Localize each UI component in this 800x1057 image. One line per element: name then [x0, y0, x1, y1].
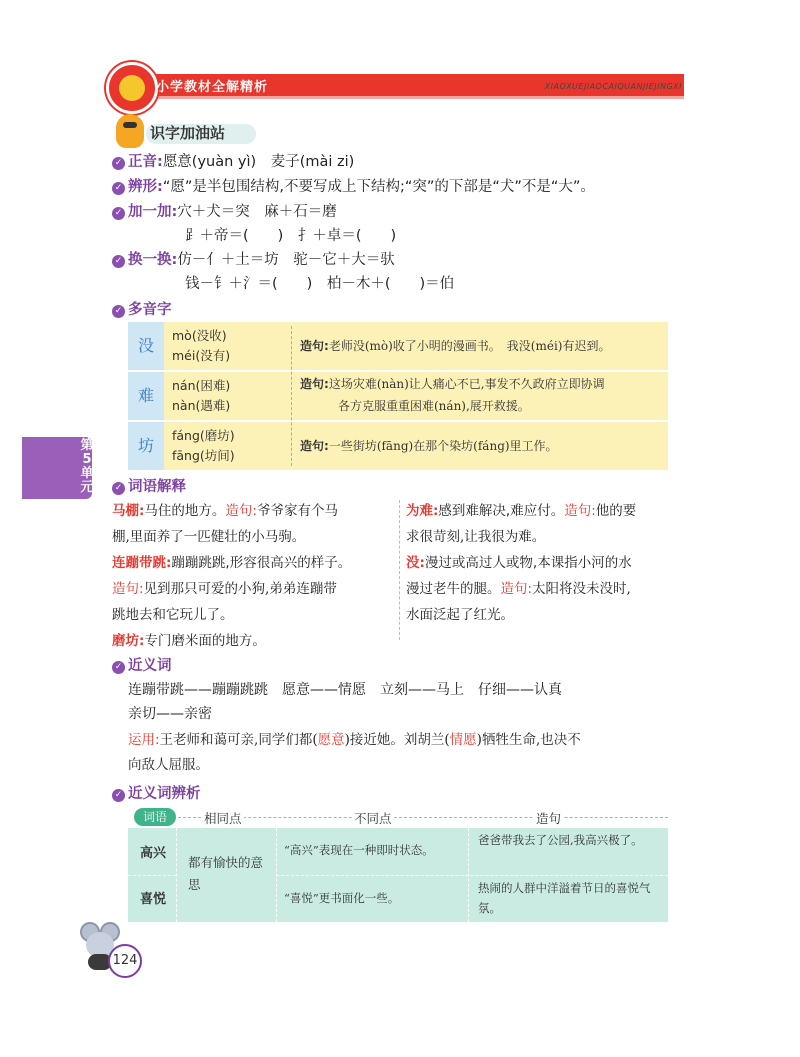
poly-pinyin: nàn(遇难): [172, 398, 231, 413]
check-icon: ✓: [112, 182, 125, 195]
jinyi-line1: 连蹦带跳——蹦蹦跳跳 愿意——情愿 立刻——马上 仔细——认真: [128, 682, 562, 698]
poly-pinyin: fáng(磨坊): [172, 428, 235, 443]
same-cell: 都有愉快的意思: [188, 855, 264, 892]
bianxing-line: ✓ 辨形:“愿”是半包围结构,不要写成上下结构;“突”的下部是“犬”不是“大”。: [112, 175, 595, 196]
poly-pinyin: fāng(坊间): [172, 448, 235, 463]
synonym-table: [128, 808, 668, 918]
header-same: 相同点: [204, 811, 242, 826]
jinyi-line2: 亲切——亲密: [128, 706, 212, 722]
header-title: 小学教材全解精析: [156, 80, 269, 95]
poly-char: 难: [128, 372, 164, 420]
header-sent: 造句: [536, 811, 562, 826]
check-icon: ✓: [112, 255, 125, 268]
book-logo-icon: [106, 62, 158, 114]
poly-char: 坊: [128, 422, 164, 470]
polyphone-title: ✓ 多音字: [112, 298, 172, 319]
jinyi-title: ✓ 近义词: [112, 654, 172, 675]
check-icon: ✓: [112, 157, 125, 170]
page-number: 124: [108, 944, 142, 978]
check-icon: ✓: [112, 789, 125, 802]
poly-pinyin: mò(没收): [172, 328, 227, 343]
diff-cell: “高兴”表现在一种即时状态。: [284, 843, 434, 857]
ciyu-right-column: 为难:感到难解决,难应付。造句:他的要 求很苛刻,让我很为难。 没:漫过或高过人或物,本课指小河的水 漫过老牛的腿。造句:太阳将没未没时, 水面泛起了红光。: [406, 503, 637, 623]
mascot-icon: [116, 114, 144, 148]
poly-pinyin: méi(没有): [172, 348, 231, 363]
jinyi-usage: 运用:王老师和蔼可亲,同学们都(愿意)接近她。刘胡兰(情愿)牺牲生命,也决不 向敌人屈服。: [128, 732, 581, 773]
unit-side-tab[interactable]: [22, 437, 92, 499]
unit-tab-label: 第5单元: [80, 438, 94, 495]
bianxi-title: ✓ 近义词辨析: [112, 782, 201, 803]
check-icon: ✓: [112, 482, 125, 495]
check-icon: ✓: [112, 207, 125, 220]
poly-sentence: 造句:老师没(mò)收了小明的漫画书。 我没(méi)有迟到。: [300, 339, 611, 353]
word-cell: 喜悦: [140, 892, 167, 907]
header-word: 词语: [134, 808, 176, 826]
poly-sentence: 造句:这场灾难(nàn)让人痛心不已,事发不久政府立即协调: [300, 377, 605, 391]
check-icon: ✓: [112, 661, 125, 674]
ciyu-left-column: 马棚:马住的地方。造句:爷爷家有个马 棚,里面养了一匹健壮的小马驹。 连蹦带跳:蹦蹦跳跳,形容很高兴的样子。 造句:见到那只可爱的小狗,弟弟连蹦带 跳地去和它玩儿了。 磨坊:专门磨米面的地方。: [112, 503, 352, 649]
sent-cell: 热闹的人群中洋溢着节日的喜悦气氛。: [478, 881, 651, 915]
poly-sentence-cont: 各方克服重重困难(nán),展开救援。: [338, 399, 530, 413]
zhengyin-line: ✓ 正音:愿意(yuàn yì) 麦子(mài zi): [112, 150, 354, 171]
poly-pinyin: nán(困难): [172, 378, 231, 393]
ciyu-title: ✓ 词语解释: [112, 475, 186, 496]
header-diff: 不同点: [354, 811, 392, 826]
header-stripe: [118, 96, 684, 99]
huanyihuan-line2: 钱－钅＋氵＝( ) 柏－木＋( )＝伯: [185, 276, 455, 292]
huanyihuan-line1: ✓ 换一换:仿－亻＋土＝坊 驼－它＋大＝驮: [112, 248, 395, 269]
header-pinyin: XIAOXUEJIAOCAIQUANJIEJINGXI: [544, 82, 682, 91]
diff-cell: “喜悦”更书面化一些。: [284, 891, 400, 905]
jiayijia-line1: ✓ 加一加:穴＋犬＝突 麻＋石＝磨: [112, 200, 337, 221]
section-title: [116, 118, 256, 146]
jiayijia-line2: ⻊＋帝＝( ) 扌＋卓＝( ): [185, 228, 397, 244]
column-divider: [399, 500, 400, 640]
poly-sentence: 造句:一些街坊(fāng)在那个染坊(fáng)里工作。: [300, 439, 558, 453]
sent-cell: 爸爸带我去了公园,我高兴极了。: [478, 833, 643, 847]
poly-char: 没: [128, 322, 164, 370]
check-icon: ✓: [112, 305, 125, 318]
polyphone-table: [128, 322, 668, 470]
section-title-text: 识字加油站: [150, 124, 226, 142]
word-cell: 高兴: [140, 846, 167, 861]
